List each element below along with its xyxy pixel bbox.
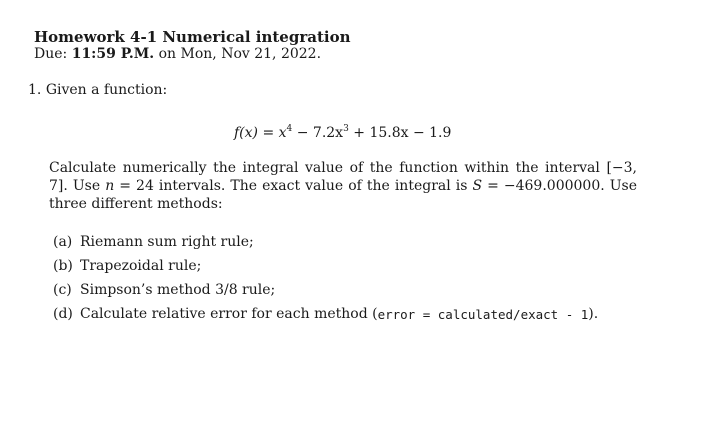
problem-intro-text: Given a function: [45,82,168,98]
list-item [53,278,598,302]
equation-term2-exponent: 3 [343,124,349,134]
equation-lhs: f(x) = [234,125,279,141]
description-part3: = −469.000000. Use three different methods: [49,178,637,212]
list-item-text: Riemann sum right rule; [80,234,254,250]
list-item-tail: ). [588,306,599,322]
equation-term1-exponent: 4 [286,124,293,134]
list-marker: (d) [53,306,73,322]
due-date-line [34,46,321,62]
due-date: on Mon, Nov 21, 2022. [158,46,322,62]
problem-description [49,159,637,213]
list-item-text: Calculate relative error for each method ( [80,306,378,322]
list-item [53,302,598,326]
problem-number: 1. [28,82,42,98]
due-label: Due: [34,46,68,62]
list-item [53,230,598,254]
s-variable: S [472,178,483,194]
list-item-text: Simpson’s method 3/8 rule; [80,282,276,298]
error-formula-code: error = calculated/exact - 1 [377,306,589,322]
list-item [53,254,598,278]
equation-term3: + 15.8x − 1.9 [348,125,452,141]
list-marker: (b) [53,258,73,274]
n-variable: n [105,178,115,194]
problem-intro [28,82,167,98]
function-equation [234,124,451,141]
methods-list [53,230,598,326]
equation-term2: − 7.2x [292,125,344,141]
description-part1: Calculate numerically the integral value of the function within the interval [−3, 7]. Use [49,160,637,194]
homework-title: Homework 4-1 Numerical integration [34,28,351,46]
equation-term1: x [278,125,287,141]
description-part2: = 24 intervals. The exact value of the integral is [114,178,473,194]
list-marker: (a) [53,234,73,250]
list-item-text: Trapezoidal rule; [80,258,202,274]
list-marker: (c) [53,282,72,298]
due-time: 11:59 P.M. [71,46,155,62]
